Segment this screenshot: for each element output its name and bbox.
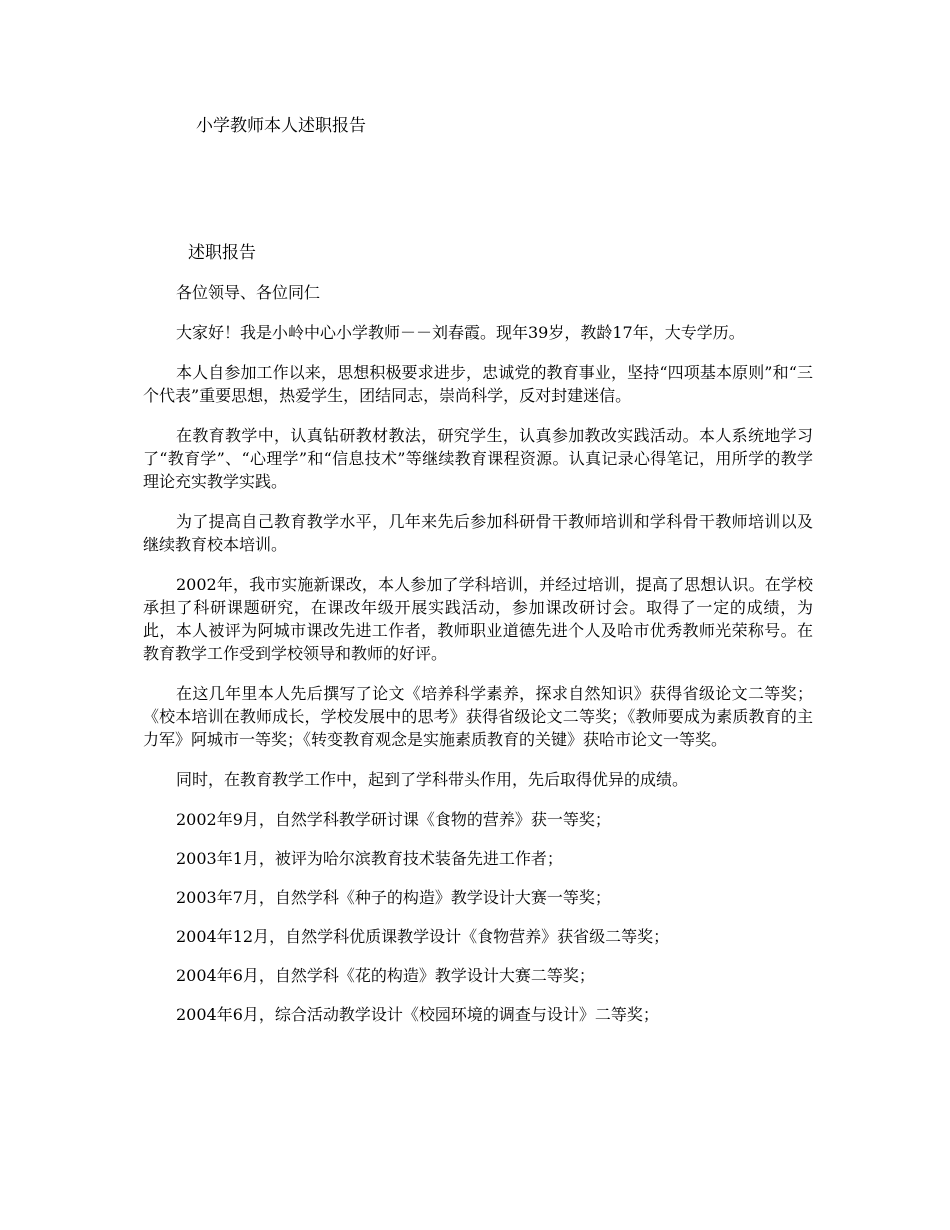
papers-paragraph: 在这几年里本人先后撰写了论文《培养科学素养，探求自然知识》获得省级论文二等奖；《校本培训在教师成长，学校发展中的思考》获得省级论文二等奖；《教师要成为素质教育的主力军》阿城市一等奖；《转变教育观念是实施素质教育的关键》获哈市论文一等奖。 bbox=[143, 684, 813, 749]
award-item: 2004年6月，自然学科《花的构造》教学设计大赛二等奖； bbox=[176, 966, 595, 985]
award-item: 2002年9月，自然学科教学研讨课《食物的营养》获一等奖； bbox=[176, 810, 611, 829]
award-item: 2003年7月，自然学科《种子的构造》教学设计大赛一等奖； bbox=[176, 888, 611, 907]
document-title: 小学教师本人述职报告 bbox=[196, 116, 366, 136]
section-heading: 述职报告 bbox=[188, 243, 256, 263]
teaching-paragraph: 在教育教学中，认真钻研教材教法，研究学生，认真参加教改实践活动。本人系统地学习了“教育学”、“心理学”和“信息技术”等继续教育课程资源。认真记录心得笔记，用所学的教学理论充实教学实践。 bbox=[143, 426, 813, 491]
training-paragraph: 为了提高自己教育教学水平，几年来先后参加科研骨干教师培训和学科骨干教师培训以及继续教育校本培训。 bbox=[143, 512, 813, 554]
salutation-paragraph: 各位领导、各位同仁 bbox=[176, 283, 321, 302]
curriculum-reform-paragraph: 2002年，我市实施新课改，本人参加了学科培训，并经过培训，提高了思想认识。在学校承担了科研课题研究，在课改年级开展实践活动，参加课改研讨会。取得了一定的成绩，为此，本人被评为阿城市课改先进工作者，教师职业道德先进个人及哈市优秀教师光荣称号。在教育教学工作受到学校领导和教师的好评。 bbox=[143, 575, 813, 663]
introduction-paragraph: 大家好！我是小岭中心小学教师－－刘春霞。现年39岁，教龄17年，大专学历。 bbox=[176, 323, 745, 342]
award-item: 2003年1月，被评为哈尔滨教育技术装备先进工作者； bbox=[176, 849, 563, 868]
report-body bbox=[143, 281, 813, 1042]
achievements-intro-paragraph: 同时，在教育教学工作中，起到了学科带头作用，先后取得优异的成绩。 bbox=[176, 770, 689, 789]
award-item: 2004年12月，自然学科优质课教学设计《食物营养》获省级二等奖； bbox=[176, 927, 670, 946]
ideology-paragraph: 本人自参加工作以来，思想积极要求进步，忠诚党的教育事业，坚持“四项基本原则”和“三个代表”重要思想，热爱学生，团结同志，崇尚科学，反对封建迷信。 bbox=[143, 363, 813, 405]
award-item: 2004年6月，综合活动教学设计《校园环境的调查与设计》二等奖； bbox=[176, 1005, 659, 1024]
